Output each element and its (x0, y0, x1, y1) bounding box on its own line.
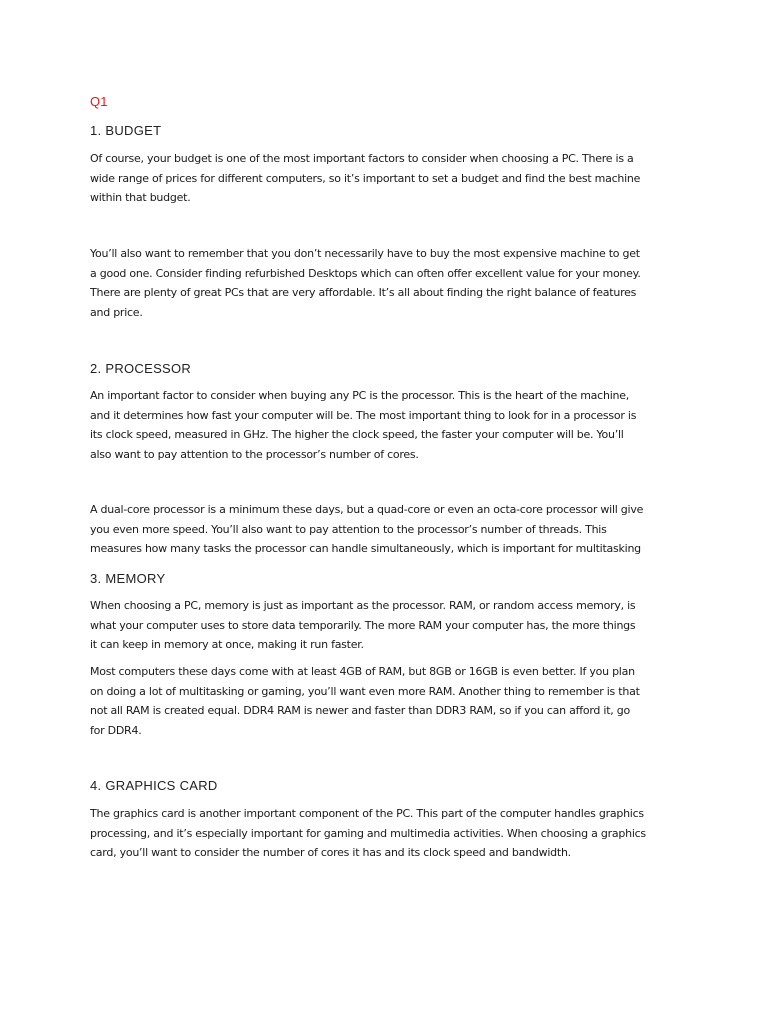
paragraph-line: for DDR4. (90, 723, 142, 737)
paragraph-line: and it determines how fast your computer will be. The most important thing to look for in a processor is (90, 408, 637, 422)
paragraph-line: within that budget. (90, 191, 191, 204)
paragraph-line: on doing a lot of multitasking or gaming, you’ll want even more RAM. Another thing to remember is that (90, 684, 640, 698)
paragraph-memory-2 (90, 662, 690, 740)
paragraph-line: Of course, your budget is one of the most important factors to consider when choosing a PC. There is a (90, 152, 634, 165)
paragraph-line: it can keep in memory at once, making it run faster. (90, 638, 364, 651)
section-heading-memory: 3. MEMORY (90, 571, 166, 586)
paragraph-line: measures how many tasks the processor can handle simultaneously, which is important for multitasking (90, 542, 641, 555)
paragraph-line: a good one. Consider finding refurbished Desktops which can often offer excellent value for your money. (90, 266, 641, 280)
paragraph-line: There are plenty of great PCs that are very affordable. It’s all about finding the right balance of features (90, 286, 637, 299)
paragraph-graphics-card-1 (90, 804, 690, 863)
paragraph-line: card, you’ll want to consider the number of cores it has and its clock speed and bandwidth. (90, 846, 571, 859)
paragraph-line: not all RAM is created equal. DDR4 RAM is newer and faster than DDR3 RAM, so if you can afford it, go (90, 704, 630, 717)
paragraph-processor-1 (90, 386, 690, 464)
paragraph-budget-2 (90, 244, 690, 322)
paragraph-line: and price. (90, 305, 143, 319)
paragraph-memory-1 (90, 596, 690, 655)
section-heading-processor: 2. PROCESSOR (90, 361, 192, 376)
paragraph-line: processing, and it’s especially important for gaming and multimedia activities. When choosing a graphics (90, 826, 646, 840)
paragraph-line: You’ll also want to remember that you don’t necessarily have to buy the most expensive machine to get (90, 247, 640, 260)
paragraph-line: The graphics card is another important component of the PC. This part of the computer handles graphics (90, 807, 644, 820)
paragraph-line: An important factor to consider when buying any PC is the processor. This is the heart of the machine, (90, 389, 629, 402)
paragraph-line: its clock speed, measured in GHz. The higher the clock speed, the faster your computer will be. You’ll (90, 428, 624, 441)
paragraph-line: A dual-core processor is a minimum these days, but a quad-core or even an octa-core processor will give (90, 503, 644, 516)
paragraph-budget-1 (90, 149, 690, 208)
paragraph-line: Most computers these days come with at least 4GB of RAM, but 8GB or 16GB is even better. If you plan (90, 665, 635, 678)
paragraph-processor-2 (90, 500, 690, 559)
section-heading-graphics-card: 4. GRAPHICS CARD (90, 778, 218, 793)
paragraph-line: When choosing a PC, memory is just as important as the processor. RAM, or random access memory, is (90, 599, 636, 612)
paragraph-line: what your computer uses to store data temporarily. The more RAM your computer has, the more things (90, 618, 636, 632)
section-heading-budget: 1. BUDGET (90, 123, 162, 138)
paragraph-line: wide range of prices for different computers, so it’s important to set a budget and find the best machine (90, 171, 641, 185)
paragraph-line: you even more speed. You’ll also want to pay attention to the processor’s number of threads. This (90, 522, 607, 536)
paragraph-line: also want to pay attention to the processor’s number of cores. (90, 447, 419, 461)
question-label: Q1 (90, 94, 108, 109)
